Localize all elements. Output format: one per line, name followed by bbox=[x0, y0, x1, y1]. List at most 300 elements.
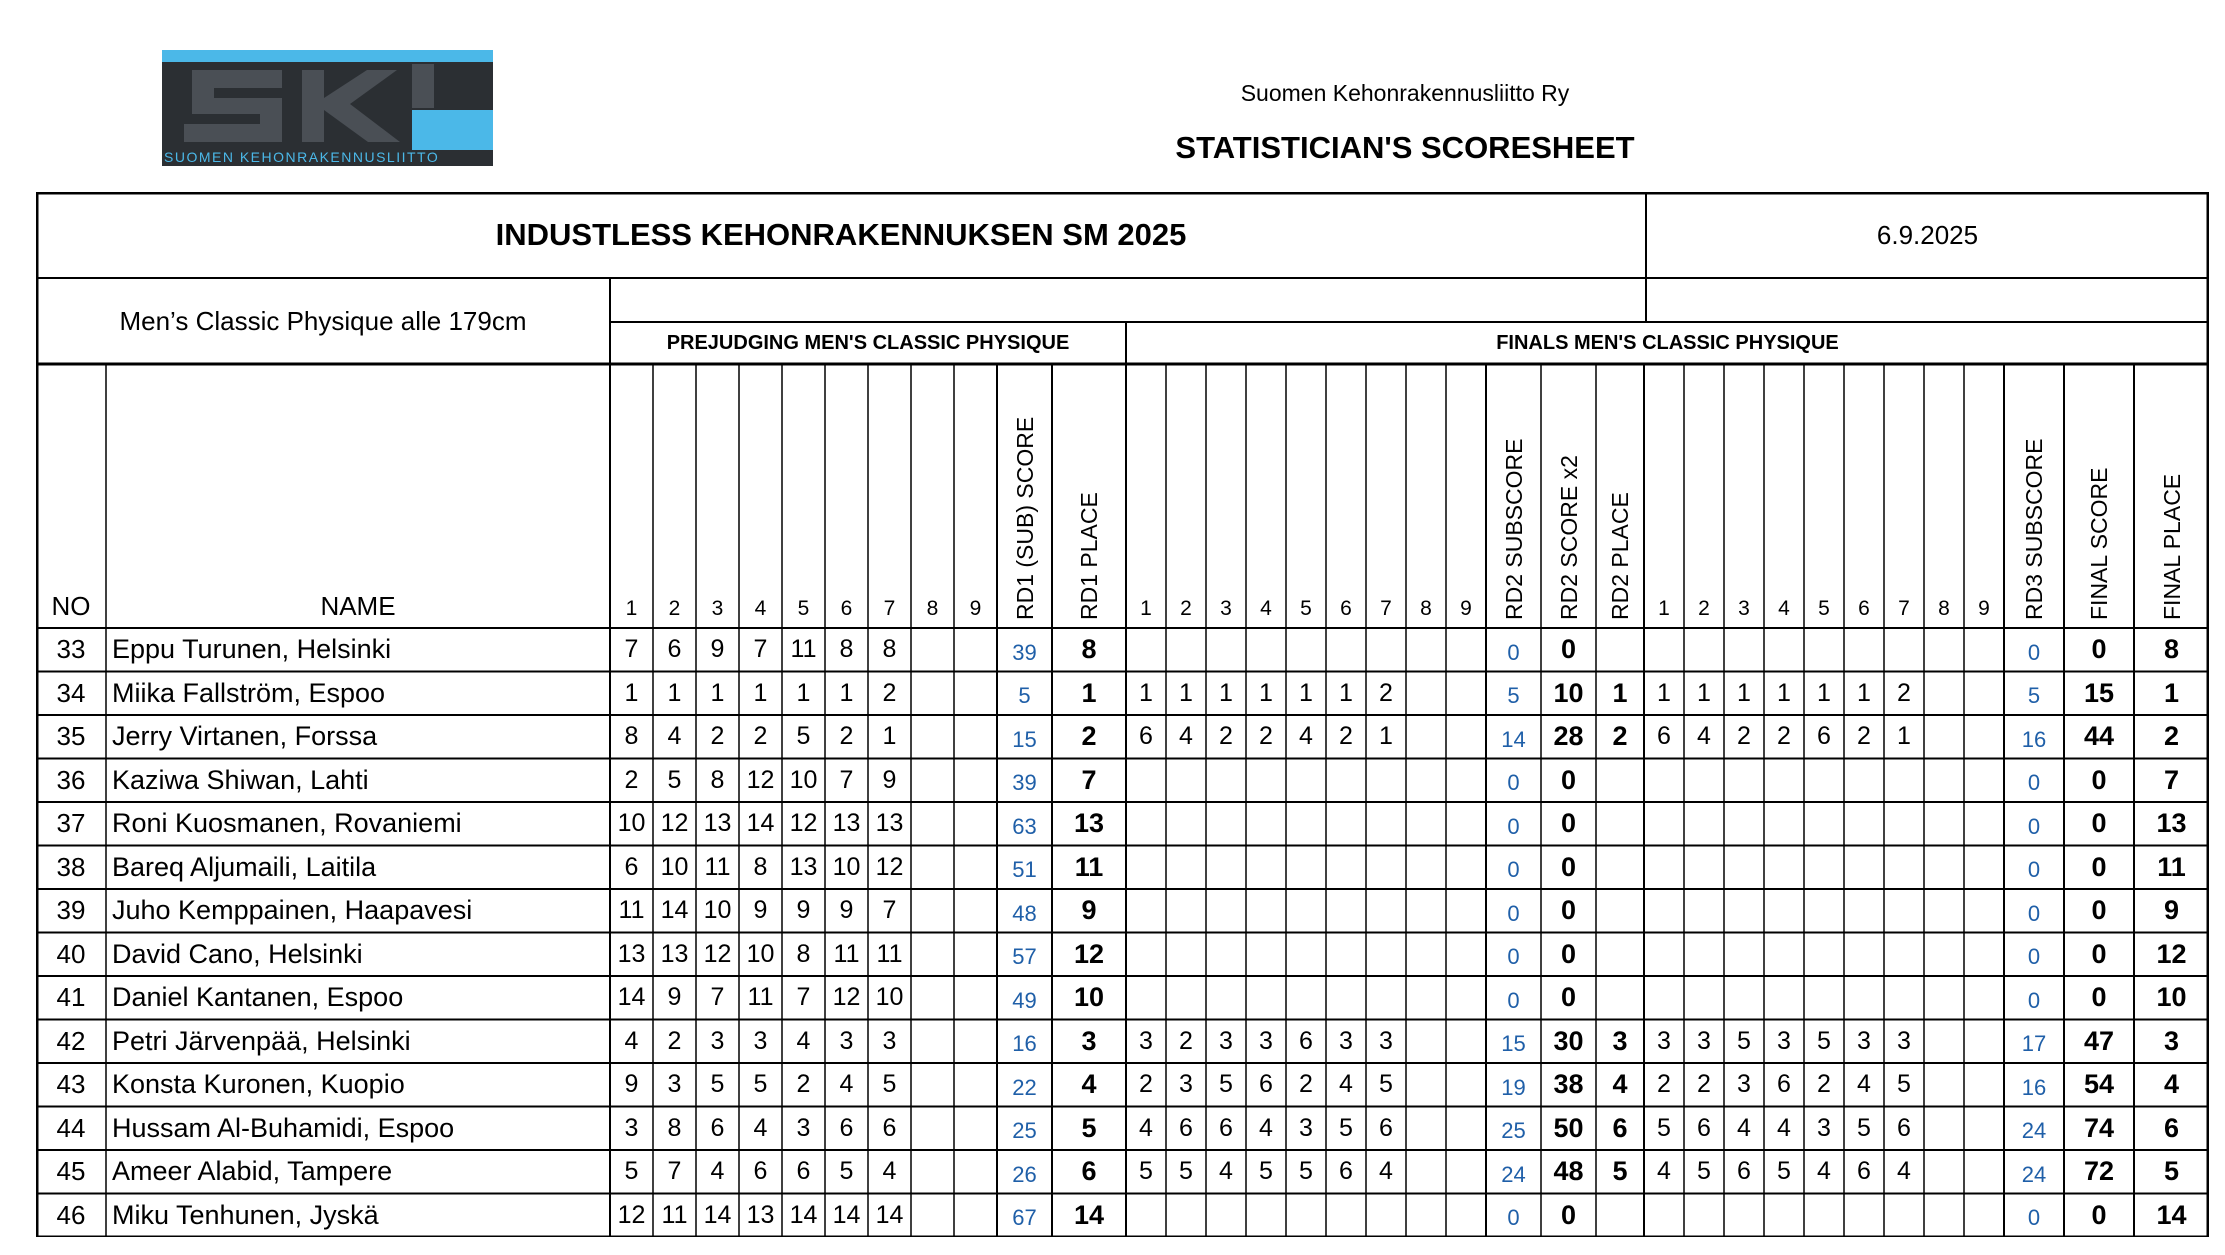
rd2-judge-score: 3 bbox=[1379, 1026, 1393, 1055]
rd2-place bbox=[1596, 976, 1644, 1020]
rd2-score-x2: 0 bbox=[1560, 634, 1577, 665]
competitor-name: Juho Kemppainen, Haapavesi bbox=[112, 895, 473, 926]
rd3-judge-score: 3 bbox=[1657, 1026, 1671, 1055]
rd2-judge-score bbox=[1286, 759, 1326, 803]
rd2-judge-score bbox=[1246, 1194, 1286, 1238]
rd2-judge-score bbox=[1366, 846, 1406, 890]
rd3-judge-score: 1 bbox=[1777, 678, 1791, 707]
final-score: 0 bbox=[2091, 808, 2107, 839]
competitor-name: Miku Tenhunen, Jyskä bbox=[112, 1199, 379, 1230]
rd2-judge-score bbox=[1166, 759, 1206, 803]
prejudging-label: PREJUDGING MEN'S CLASSIC PHYSIQUE bbox=[666, 331, 1070, 354]
rd3-judge-score bbox=[1764, 976, 1804, 1020]
rd1-judge-score: 13 bbox=[789, 852, 818, 881]
rd1-judge-score: 12 bbox=[746, 765, 775, 794]
rd2-judge-score bbox=[1326, 846, 1366, 890]
rd2-score-x2: 0 bbox=[1560, 982, 1577, 1013]
rd2-judge-score bbox=[1406, 759, 1446, 803]
rd2-judge-header: 1 bbox=[1140, 597, 1152, 620]
rd1-judge-score: 6 bbox=[710, 1113, 725, 1142]
rd3-judge-score bbox=[1964, 715, 2004, 759]
rd3-judge-score bbox=[1844, 802, 1884, 846]
rd1-judge-score bbox=[911, 672, 954, 716]
rd2-judge-score bbox=[1446, 976, 1486, 1020]
rd2-judge-score bbox=[1206, 889, 1246, 933]
rd1-judge-score: 7 bbox=[882, 896, 897, 925]
final-score: 0 bbox=[2091, 938, 2107, 969]
rd2-subscore: 0 bbox=[1507, 857, 1520, 883]
competitor-number: 43 bbox=[56, 1069, 86, 1100]
rd1-subscore: 39 bbox=[1012, 639, 1037, 665]
rd3-judge-score bbox=[1724, 759, 1764, 803]
rd3-judge-score bbox=[1804, 802, 1844, 846]
rd2-judge-score bbox=[1406, 1194, 1446, 1238]
table-row bbox=[36, 759, 2209, 803]
rd1-judge-score: 11 bbox=[833, 939, 860, 968]
competitor-name: Hussam Al-Buhamidi, Espoo bbox=[112, 1112, 455, 1143]
rd3-judge-score bbox=[1684, 628, 1724, 672]
rd3-judge-score: 4 bbox=[1777, 1113, 1791, 1142]
rd1-judge-score: 3 bbox=[839, 1026, 854, 1055]
rd1-subscore: 22 bbox=[1012, 1074, 1037, 1100]
rd1-judge-score bbox=[911, 1194, 954, 1238]
rd1-judge-score: 1 bbox=[710, 678, 725, 707]
rd1-subscore: 63 bbox=[1012, 813, 1037, 839]
rd3-subscore: 24 bbox=[2021, 1161, 2047, 1187]
table-row bbox=[36, 715, 2209, 759]
rd1-judge-score: 4 bbox=[882, 1157, 897, 1186]
rd3-judge-score bbox=[1964, 1063, 2004, 1107]
rd3-judge-score: 2 bbox=[1897, 678, 1911, 707]
rd2-judge-score: 5 bbox=[1219, 1070, 1233, 1099]
rd2-judge-score bbox=[1166, 933, 1206, 977]
rd2-subscore: 0 bbox=[1507, 944, 1520, 970]
rd2-judge-score bbox=[1286, 1194, 1326, 1238]
rd2-place: 5 bbox=[1612, 1156, 1628, 1187]
rd3-judge-score bbox=[1644, 628, 1684, 672]
competitor-number: 45 bbox=[56, 1156, 86, 1187]
rd2-judge-score: 2 bbox=[1379, 678, 1393, 707]
rd2-judge-score: 4 bbox=[1219, 1157, 1233, 1186]
table-row bbox=[36, 976, 2209, 1020]
rd1-judge-score: 13 bbox=[746, 1200, 775, 1229]
rd3-judge-score: 5 bbox=[1857, 1113, 1871, 1142]
rd1-judge-score: 7 bbox=[753, 635, 768, 664]
table-row bbox=[36, 889, 2209, 933]
rd2-subscore: 0 bbox=[1507, 900, 1520, 926]
rd3-judge-score bbox=[1764, 846, 1804, 890]
rd2-judge-score bbox=[1126, 1194, 1166, 1238]
rd1-place: 7 bbox=[1081, 764, 1097, 795]
rd2-place: 2 bbox=[1612, 721, 1628, 752]
table-row bbox=[36, 933, 2209, 977]
rd1-judge-score bbox=[954, 1194, 997, 1238]
rd1-judge-score bbox=[954, 933, 997, 977]
final-place: 13 bbox=[2156, 808, 2187, 839]
rd2-place bbox=[1596, 1194, 1644, 1238]
competitor-number: 44 bbox=[56, 1112, 86, 1143]
rd3-judge-score: 3 bbox=[1817, 1113, 1831, 1142]
rd3-judge-score bbox=[1964, 976, 2004, 1020]
rd2-subscore: 14 bbox=[1501, 726, 1526, 752]
rd1-judge-score: 6 bbox=[839, 1113, 854, 1142]
rd2-judge-score bbox=[1286, 933, 1326, 977]
table-row bbox=[36, 1107, 2209, 1151]
rd2-judge-score bbox=[1366, 976, 1406, 1020]
rd2-score-x2: 0 bbox=[1560, 851, 1577, 882]
rd2-judge-score bbox=[1126, 759, 1166, 803]
rd1-judge-score: 14 bbox=[832, 1200, 861, 1229]
rd3-judge-score bbox=[1924, 802, 1964, 846]
rd2-judge-score bbox=[1326, 976, 1366, 1020]
rd2-place: 3 bbox=[1612, 1025, 1628, 1056]
rd1-judge-score: 7 bbox=[624, 635, 639, 664]
header-final-score: FINAL SCORE bbox=[2086, 467, 2112, 620]
rd3-judge-score bbox=[1684, 846, 1724, 890]
rd3-judge-score bbox=[1764, 759, 1804, 803]
rd2-judge-header: 9 bbox=[1460, 597, 1472, 620]
competitor-number: 34 bbox=[56, 677, 86, 708]
rd1-judge-score bbox=[954, 628, 997, 672]
rd1-judge-score: 2 bbox=[667, 1026, 682, 1055]
rd3-subscore: 16 bbox=[2021, 1074, 2047, 1100]
event-title: INDUSTLESS KEHONRAKENNUKSEN SM 2025 bbox=[495, 217, 1187, 252]
final-place: 5 bbox=[2163, 1156, 2180, 1187]
rd2-judge-score: 4 bbox=[1339, 1070, 1353, 1099]
rd1-place: 3 bbox=[1081, 1025, 1097, 1056]
table-row bbox=[36, 1150, 2209, 1194]
rd2-score-x2: 0 bbox=[1560, 1199, 1577, 1230]
rd1-judge-score: 7 bbox=[839, 765, 854, 794]
rd1-judge-score: 14 bbox=[660, 896, 689, 925]
logo-subtitle: SUOMEN KEHONRAKENNUSLIITTO bbox=[164, 149, 440, 165]
rd2-judge-score: 6 bbox=[1299, 1026, 1313, 1055]
rd3-judge-score bbox=[1924, 1063, 1964, 1107]
rd1-judge-score: 9 bbox=[753, 896, 768, 925]
rd3-judge-score bbox=[1844, 889, 1884, 933]
competitor-number: 36 bbox=[56, 764, 86, 795]
rd2-judge-score bbox=[1166, 889, 1206, 933]
rd3-judge-header: 7 bbox=[1898, 597, 1910, 620]
rd2-judge-score bbox=[1446, 1020, 1486, 1064]
rd1-subscore: 39 bbox=[1012, 770, 1037, 796]
rd2-judge-header: 6 bbox=[1340, 597, 1352, 620]
final-score: 72 bbox=[2083, 1156, 2115, 1187]
rd2-subscore: 0 bbox=[1507, 1205, 1520, 1231]
competitor-name: Petri Järvenpää, Helsinki bbox=[112, 1025, 411, 1056]
rd2-judge-score bbox=[1406, 1063, 1446, 1107]
rd1-place: 13 bbox=[1073, 808, 1105, 839]
rd1-judge-header: 9 bbox=[969, 597, 982, 620]
final-place: 9 bbox=[2163, 895, 2180, 926]
rd3-subscore: 5 bbox=[2027, 683, 2041, 709]
rd1-subscore: 16 bbox=[1012, 1031, 1037, 1057]
rd3-judge-header: 1 bbox=[1658, 597, 1670, 620]
rd1-judge-score: 10 bbox=[617, 809, 646, 838]
rd2-judge-score bbox=[1366, 889, 1406, 933]
rd1-judge-score: 14 bbox=[789, 1200, 818, 1229]
rd2-judge-score bbox=[1206, 759, 1246, 803]
table-row bbox=[36, 802, 2209, 846]
rd1-judge-score bbox=[911, 1150, 954, 1194]
rd2-judge-score bbox=[1406, 715, 1446, 759]
rd1-place: 14 bbox=[1073, 1199, 1105, 1230]
rd2-judge-score bbox=[1366, 802, 1406, 846]
rd1-judge-score: 4 bbox=[753, 1113, 768, 1142]
final-score: 47 bbox=[2083, 1025, 2115, 1056]
rd3-judge-score bbox=[1644, 1194, 1684, 1238]
rd3-subscore: 0 bbox=[2027, 639, 2041, 665]
rd1-subscore: 49 bbox=[1012, 987, 1037, 1013]
rd1-judge-score bbox=[911, 715, 954, 759]
rd3-judge-score: 6 bbox=[1897, 1113, 1911, 1142]
rd2-judge-score: 6 bbox=[1379, 1113, 1393, 1142]
rd3-judge-score bbox=[1964, 759, 2004, 803]
rd2-judge-score bbox=[1406, 889, 1446, 933]
rd3-judge-score: 3 bbox=[1737, 1070, 1751, 1099]
rd1-judge-score bbox=[954, 759, 997, 803]
rd3-judge-header: 5 bbox=[1818, 597, 1830, 620]
rd3-judge-score: 6 bbox=[1697, 1113, 1711, 1142]
rd2-place bbox=[1596, 628, 1644, 672]
rd3-judge-header: 9 bbox=[1978, 597, 1990, 620]
rd2-judge-header: 7 bbox=[1380, 597, 1392, 620]
rd1-judge-score: 14 bbox=[617, 983, 646, 1012]
rd1-place: 4 bbox=[1081, 1069, 1097, 1100]
rd2-judge-score bbox=[1246, 802, 1286, 846]
rd3-judge-score bbox=[1644, 976, 1684, 1020]
rd2-judge-score: 6 bbox=[1259, 1070, 1273, 1099]
rd3-judge-score bbox=[1884, 976, 1924, 1020]
rd3-judge-score bbox=[1924, 628, 1964, 672]
rd3-judge-score bbox=[1804, 846, 1844, 890]
rd3-judge-score bbox=[1684, 1194, 1724, 1238]
rd2-judge-score bbox=[1206, 802, 1246, 846]
header-rd2-subscore: RD2 SUBSCORE bbox=[1500, 438, 1527, 620]
rd2-judge-score: 5 bbox=[1259, 1157, 1273, 1186]
rd1-judge-score: 14 bbox=[703, 1200, 732, 1229]
rd1-place: 12 bbox=[1073, 938, 1105, 969]
rd3-judge-score bbox=[1924, 715, 1964, 759]
rd3-judge-score bbox=[1924, 672, 1964, 716]
rd2-place bbox=[1596, 802, 1644, 846]
rd2-subscore: 0 bbox=[1507, 639, 1520, 665]
rd1-judge-score: 1 bbox=[882, 722, 897, 751]
final-score: 15 bbox=[2083, 677, 2115, 708]
final-place: 12 bbox=[2156, 938, 2187, 969]
rd1-judge-score: 10 bbox=[789, 765, 818, 794]
rd2-judge-score bbox=[1366, 628, 1406, 672]
rd3-subscore: 0 bbox=[2027, 944, 2041, 970]
rd3-judge-score bbox=[1924, 846, 1964, 890]
rd3-judge-score bbox=[1924, 889, 1964, 933]
rd3-judge-score bbox=[1924, 1020, 1964, 1064]
rd3-judge-score bbox=[1884, 759, 1924, 803]
rd3-judge-score bbox=[1764, 628, 1804, 672]
rd2-judge-score bbox=[1126, 976, 1166, 1020]
rd3-subscore: 16 bbox=[2021, 726, 2047, 752]
rd1-judge-score: 2 bbox=[839, 722, 854, 751]
rd2-judge-score bbox=[1406, 628, 1446, 672]
rd2-subscore: 5 bbox=[1507, 683, 1520, 709]
final-place: 11 bbox=[2157, 851, 2186, 882]
rd2-judge-score bbox=[1206, 846, 1246, 890]
rd3-judge-score bbox=[1644, 759, 1684, 803]
rd2-judge-score bbox=[1126, 846, 1166, 890]
rd3-judge-score: 2 bbox=[1857, 722, 1871, 751]
rd1-judge-score: 5 bbox=[667, 765, 682, 794]
rd1-judge-score bbox=[911, 1063, 954, 1107]
rd3-judge-score bbox=[1964, 1020, 2004, 1064]
rd3-judge-score bbox=[1964, 1107, 2004, 1151]
rd3-judge-score bbox=[1924, 1107, 1964, 1151]
rd2-judge-score bbox=[1166, 1194, 1206, 1238]
final-score: 0 bbox=[2091, 634, 2107, 665]
rd1-judge-score: 10 bbox=[703, 896, 732, 925]
rd1-judge-score: 8 bbox=[753, 852, 768, 881]
rd2-score-x2: 30 bbox=[1553, 1025, 1584, 1056]
final-place: 4 bbox=[2163, 1069, 2180, 1100]
rd1-place: 11 bbox=[1074, 851, 1104, 882]
competitor-number: 39 bbox=[56, 895, 86, 926]
rd2-judge-score bbox=[1246, 889, 1286, 933]
rd2-judge-score bbox=[1446, 846, 1486, 890]
rd1-place: 5 bbox=[1081, 1112, 1097, 1143]
rd3-judge-score: 5 bbox=[1897, 1070, 1911, 1099]
rd2-judge-score bbox=[1406, 933, 1446, 977]
rd3-judge-score: 2 bbox=[1697, 1070, 1711, 1099]
rd1-judge-score: 9 bbox=[624, 1070, 639, 1099]
rd1-judge-score bbox=[954, 1063, 997, 1107]
rd2-score-x2: 28 bbox=[1553, 721, 1584, 752]
rd2-judge-score: 4 bbox=[1179, 722, 1193, 751]
rd1-judge-score: 5 bbox=[624, 1157, 639, 1186]
rd1-subscore: 26 bbox=[1012, 1161, 1037, 1187]
rd3-subscore: 0 bbox=[2027, 987, 2041, 1013]
table-row bbox=[36, 672, 2209, 716]
rd3-judge-score: 2 bbox=[1737, 722, 1751, 751]
rd2-judge-score: 1 bbox=[1339, 678, 1353, 707]
rd1-judge-score bbox=[954, 715, 997, 759]
rd1-place: 10 bbox=[1073, 982, 1105, 1013]
rd2-judge-header: 5 bbox=[1300, 597, 1312, 620]
rd1-judge-score: 13 bbox=[617, 939, 646, 968]
rd2-place: 1 bbox=[1612, 677, 1628, 708]
rd3-judge-score bbox=[1724, 889, 1764, 933]
rd2-subscore: 0 bbox=[1507, 813, 1520, 839]
rd1-judge-score: 10 bbox=[832, 852, 861, 881]
final-place: 3 bbox=[2163, 1025, 2180, 1056]
rd2-judge-score bbox=[1166, 628, 1206, 672]
rd1-judge-score: 12 bbox=[832, 983, 861, 1012]
final-place: 1 bbox=[2163, 677, 2180, 708]
rd1-place: 8 bbox=[1081, 634, 1097, 665]
rd2-score-x2: 50 bbox=[1553, 1112, 1584, 1143]
rd3-judge-score bbox=[1964, 672, 2004, 716]
rd1-judge-score: 1 bbox=[839, 678, 854, 707]
rd3-judge-score bbox=[1964, 628, 2004, 672]
rd2-judge-score bbox=[1206, 933, 1246, 977]
rd2-judge-score: 4 bbox=[1379, 1157, 1393, 1186]
rd1-judge-score: 8 bbox=[624, 722, 639, 751]
rd1-judge-score bbox=[954, 1150, 997, 1194]
rd3-judge-score bbox=[1884, 846, 1924, 890]
rd3-judge-header: 8 bbox=[1938, 597, 1950, 620]
final-place: 8 bbox=[2163, 634, 2180, 665]
rd1-judge-score: 6 bbox=[882, 1113, 897, 1142]
rd2-subscore: 24 bbox=[1501, 1161, 1526, 1187]
rd2-judge-score: 4 bbox=[1299, 722, 1313, 751]
rd3-judge-header: 2 bbox=[1698, 597, 1710, 620]
header-rd3-subscore: RD3 SUBSCORE bbox=[2021, 438, 2047, 620]
rd3-judge-score: 5 bbox=[1777, 1157, 1791, 1186]
rd1-judge-score: 5 bbox=[710, 1070, 725, 1099]
competitor-name: Bareq Aljumaili, Laitila bbox=[112, 851, 377, 882]
rd3-judge-score: 6 bbox=[1657, 722, 1671, 751]
competitor-name: Roni Kuosmanen, Rovaniemi bbox=[112, 808, 462, 839]
event-date: 6.9.2025 bbox=[1876, 219, 1979, 250]
rd3-judge-score bbox=[1844, 628, 1884, 672]
rd1-judge-score: 4 bbox=[624, 1026, 639, 1055]
rd2-score-x2: 0 bbox=[1560, 808, 1577, 839]
rd1-judge-score: 3 bbox=[710, 1026, 725, 1055]
rd2-judge-score: 5 bbox=[1139, 1157, 1153, 1186]
rd2-judge-header: 8 bbox=[1420, 597, 1432, 620]
rd1-judge-score: 7 bbox=[710, 983, 725, 1012]
rd3-judge-score bbox=[1644, 889, 1684, 933]
rd2-judge-score: 1 bbox=[1139, 678, 1153, 707]
rd1-judge-score bbox=[911, 1020, 954, 1064]
rd2-judge-score bbox=[1126, 889, 1166, 933]
rd2-judge-score bbox=[1126, 802, 1166, 846]
rd1-judge-score bbox=[954, 802, 997, 846]
competitor-number: 37 bbox=[56, 808, 86, 839]
rd2-judge-score bbox=[1126, 628, 1166, 672]
rd1-place: 6 bbox=[1081, 1156, 1097, 1187]
rd3-judge-header: 4 bbox=[1778, 597, 1790, 620]
rd2-score-x2: 0 bbox=[1560, 895, 1577, 926]
rd1-judge-score: 14 bbox=[746, 809, 775, 838]
rd2-judge-score bbox=[1446, 759, 1486, 803]
rd3-subscore: 0 bbox=[2027, 813, 2041, 839]
rd3-judge-score: 6 bbox=[1817, 722, 1831, 751]
rd1-judge-score: 3 bbox=[667, 1070, 682, 1099]
rd3-judge-score bbox=[1804, 628, 1844, 672]
rd3-judge-score bbox=[1964, 1194, 2004, 1238]
rd1-judge-score bbox=[911, 976, 954, 1020]
rd2-judge-score bbox=[1366, 759, 1406, 803]
rd2-subscore: 25 bbox=[1501, 1118, 1526, 1144]
header-rd1-place: RD1 PLACE bbox=[1076, 492, 1102, 620]
skl-logo-icon bbox=[162, 50, 493, 166]
rd3-judge-score bbox=[1764, 802, 1804, 846]
rd3-judge-score bbox=[1844, 933, 1884, 977]
rd2-judge-score bbox=[1286, 628, 1326, 672]
rd1-judge-score: 3 bbox=[753, 1026, 768, 1055]
rd2-judge-score bbox=[1326, 933, 1366, 977]
rd2-judge-score bbox=[1326, 802, 1366, 846]
rd2-judge-score: 2 bbox=[1219, 722, 1233, 751]
rd3-judge-score bbox=[1724, 1194, 1764, 1238]
rd3-judge-score bbox=[1844, 976, 1884, 1020]
rd3-judge-score bbox=[1684, 933, 1724, 977]
rd2-judge-score bbox=[1126, 933, 1166, 977]
rd1-judge-score bbox=[911, 802, 954, 846]
rd1-judge-score: 6 bbox=[624, 852, 639, 881]
rd3-subscore: 17 bbox=[2021, 1031, 2047, 1057]
rd3-judge-score bbox=[1884, 1194, 1924, 1238]
rd2-judge-score bbox=[1166, 976, 1206, 1020]
